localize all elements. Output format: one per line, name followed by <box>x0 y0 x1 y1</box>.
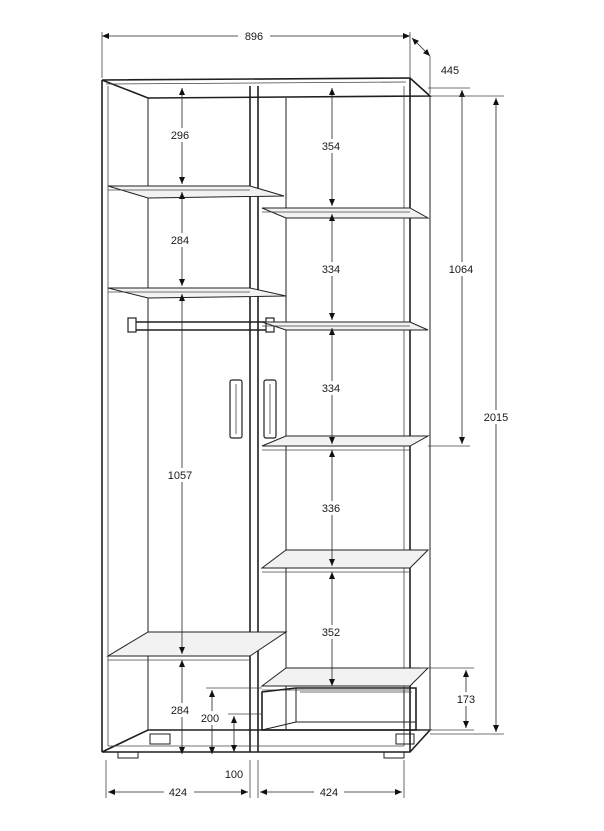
right-c3-label: 334 <box>321 383 341 395</box>
dim-drawer-height <box>420 668 480 730</box>
right-shelf-5 <box>262 668 428 686</box>
left-shelf-1 <box>108 186 284 198</box>
dim-plinth <box>198 688 262 781</box>
left-shelf-bottom <box>108 632 286 656</box>
plinth-height-label: 100 <box>224 769 244 781</box>
dim-right-compartments <box>316 88 346 686</box>
dim-bottom-widths <box>106 760 404 799</box>
drawer-height-label: 173 <box>456 694 476 706</box>
left-second-label: 284 <box>170 235 190 247</box>
left-width-label: 424 <box>168 787 188 799</box>
plinth-offset-label: 200 <box>200 713 220 725</box>
drawer <box>262 688 416 730</box>
left-hanging-label: 1057 <box>167 470 193 482</box>
left-section <box>108 186 286 660</box>
dim-overall-width <box>102 28 410 78</box>
right-shelf-4 <box>262 550 428 568</box>
depth-label: 445 <box>440 65 460 77</box>
hanging-rail <box>132 322 272 330</box>
left-shelf-2 <box>108 288 286 298</box>
right-width-label: 424 <box>319 787 339 799</box>
dim-upper-height <box>428 88 476 446</box>
dim-total-height <box>430 96 512 734</box>
right-c2-label: 334 <box>321 264 341 276</box>
total-height-label: 2015 <box>483 412 509 424</box>
right-section <box>262 208 428 730</box>
right-shelf-3 <box>262 436 428 446</box>
right-c5-label: 352 <box>321 627 341 639</box>
left-bottom-label: 284 <box>170 705 190 717</box>
left-top-label: 296 <box>170 130 190 142</box>
upper-height-label: 1064 <box>448 264 474 276</box>
overall-width-label: 896 <box>244 31 264 43</box>
right-shelf-1 <box>262 208 428 218</box>
right-c4-label: 336 <box>321 503 341 515</box>
right-c1-label: 354 <box>321 141 341 153</box>
